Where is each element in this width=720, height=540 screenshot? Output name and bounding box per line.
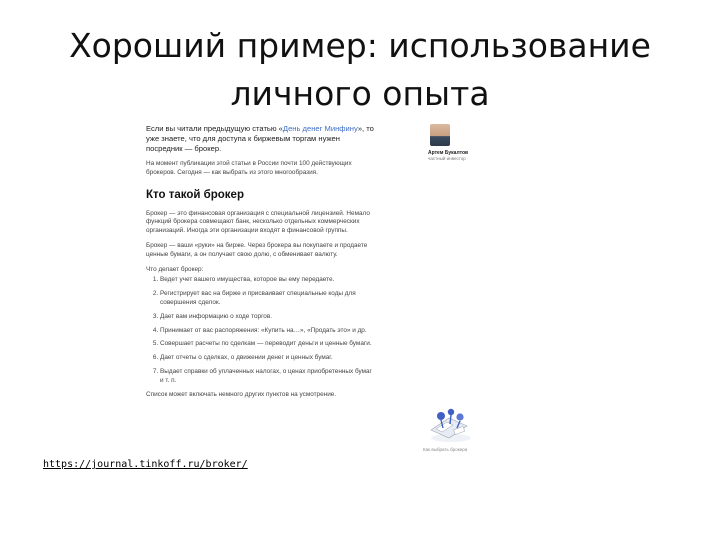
author-role: частный инвестор <box>428 156 466 161</box>
article-paragraph-3: Брокер — это финансовая организация с специальной лицензией. Немало функций брокера совмещают банк, несколько отдельных коммерческих организаций. Иногда эти организации входят в финансовой группы. <box>146 209 370 235</box>
article-paragraph-2: На момент публикации этой статьи в России почти 100 действующих брокеров. Сегодня — как выбрать из этого многообразия. <box>146 160 352 176</box>
article-intro <box>146 124 374 154</box>
author-card <box>428 124 488 162</box>
list-item: 6. Дает отчеты о сделках, о движении денег и ценных бумаг. <box>160 354 374 363</box>
list-title: Что делает брокер: <box>146 265 204 273</box>
slide-title <box>40 22 680 118</box>
list-item: 1. Ведет учет вашего имущества, которое вы ему передаете. <box>160 276 374 285</box>
intro-link[interactable]: День денег Минфину <box>282 124 358 133</box>
broker-duties-list <box>146 276 374 385</box>
list-item: 7. Выдает справки об уплаченных налогах, о ценах приобретенных бумаг и т. п. <box>160 368 374 386</box>
broker-illustration-icon <box>427 404 473 444</box>
list-item: 2. Регистрирует вас на бирже и присваивает специальные коды для совершения сделок. <box>160 290 374 308</box>
intro-text-1: Если вы читали предыдущую статью « <box>146 124 283 133</box>
list-item: 5. Совершает расчеты по сделкам — переводит деньги и ценные бумаги. <box>160 340 374 349</box>
article-body <box>146 124 374 405</box>
slide-title-line-1: Хороший пример: использование <box>69 26 651 65</box>
intro-text-2: », то уже знаете, что для доступа к биржевым торгам нужен посредник — брокер. <box>146 124 374 153</box>
source-link[interactable]: https://journal.tinkoff.ru/broker/ <box>43 459 248 470</box>
article-screenshot <box>140 118 490 458</box>
slide-title-line-2: личного опыта <box>230 74 490 113</box>
article-note: Список может включать немного других пунктов на усмотрение. <box>146 390 337 398</box>
article-heading: Кто такой брокер <box>146 188 244 201</box>
list-item: 4. Принимает от вас распоряжения: «Купить на…», «Продать это» и др. <box>160 327 374 336</box>
illustration-caption: Как выбрать брокера <box>423 447 468 452</box>
avatar <box>430 124 450 146</box>
author-name: Артем Букалтов <box>428 150 469 156</box>
article-paragraph-4: Брокер — ваши «руки» на бирже. Через брокера вы покупаете и продаете ценные бумаги, а он получает свою долю, с обменивает валюту. <box>146 241 368 258</box>
list-item: 3. Дает вам информацию о ходе торгов. <box>160 313 374 322</box>
